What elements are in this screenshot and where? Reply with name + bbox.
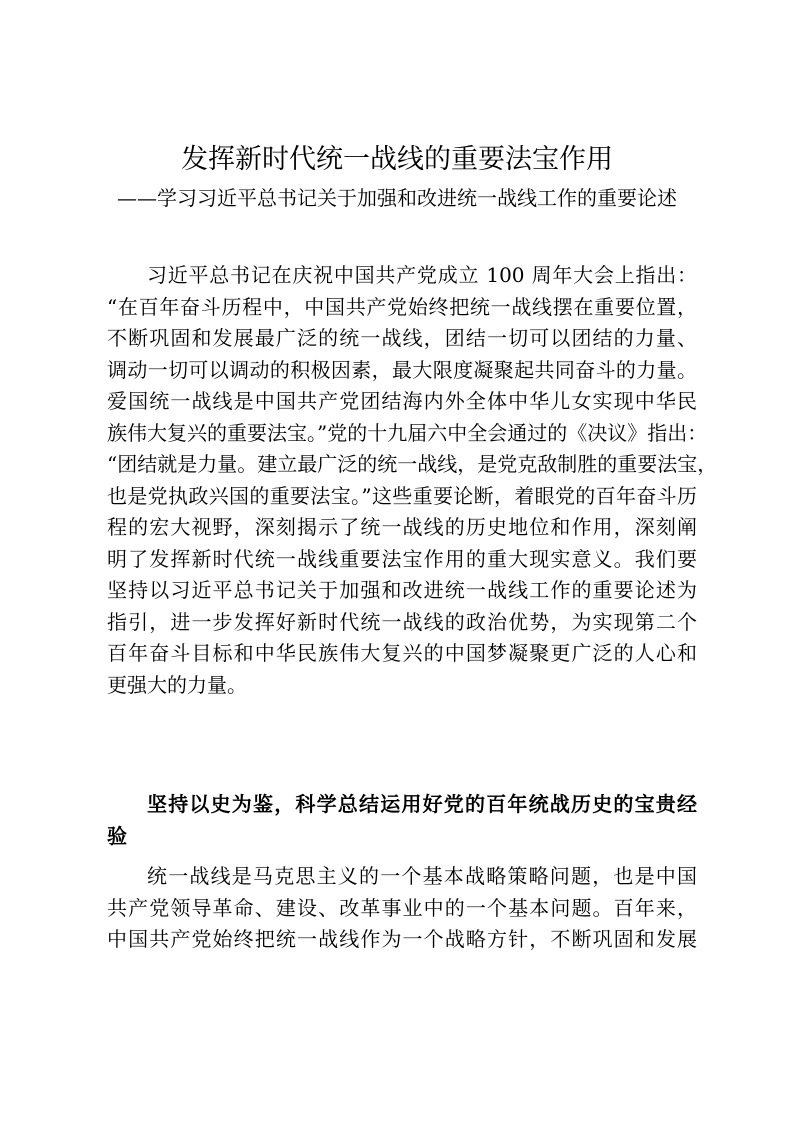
paragraph-line: 统一战线是马克思主义的一个基本战略策略问题，也是中国 xyxy=(147,864,697,888)
paragraph-line: 百年奋斗目标和中华民族伟大复兴的中国梦凝聚更广泛的人心和 xyxy=(107,641,697,665)
paragraph-line: 调动一切可以调动的积极因素，最大限度凝聚起共同奋斗的力量。 xyxy=(107,357,697,382)
section-heading-line: 坚持以史为鉴，科学总结运用好党的百年统战历史的宝贵经 xyxy=(147,792,697,816)
paragraph-line: 指引，进一步发挥好新时代统一战线的政治优势，为实现第二个 xyxy=(107,609,697,634)
paragraph-line: 也是党执政兴国的重要法宝。”这些重要论断，着眼党的百年奋斗历 xyxy=(107,483,697,508)
paragraph-line: “团结就是力量。建立最广泛的统一战线，是党克敌制胜的重要法宝， xyxy=(107,452,718,476)
paragraph-line: 程的宏大视野，深刻揭示了统一战线的历史地位和作用，深刻阐 xyxy=(107,515,697,539)
paragraph-line: 共产党领导革命、建设、改革事业中的一个基本问题。百年来， xyxy=(107,895,697,920)
paragraph-intro xyxy=(107,260,718,701)
paragraph-united-front xyxy=(107,861,697,956)
paragraph-line: 习近平总书记在庆祝中国共产党成立 100 周年大会上指出： xyxy=(147,263,697,287)
paragraph-line: “在百年奋斗历程中，中国共产党始终把统一战线摆在重要位置， xyxy=(107,294,697,319)
document-title: 发挥新时代统一战线的重要法宝作用 xyxy=(181,144,613,175)
paragraph-line: 族伟大复兴的重要法宝。”党的十九届六中全会通过的《决议》指出： xyxy=(107,420,708,445)
section-heading xyxy=(107,789,697,852)
paragraph-line: 明了发挥新时代统一战线重要法宝作用的重大现实意义。我们要 xyxy=(107,546,697,571)
document-subtitle: ——学习习近平总书记关于加强和改进统一战线工作的重要论述 xyxy=(117,186,677,210)
paragraph-line: 不断巩固和发展最广泛的统一战线，团结一切可以团结的力量、 xyxy=(107,326,697,350)
paragraph-line: 坚持以习近平总书记关于加强和改进统一战线工作的重要论述为 xyxy=(107,578,697,602)
paragraph-line: 爱国统一战线是中国共产党团结海内外全体中华儿女实现中华民 xyxy=(107,389,697,413)
section-heading-line: 验 xyxy=(107,823,127,848)
paragraph-line: 中国共产党始终把统一战线作为一个战略方针，不断巩固和发展 xyxy=(107,927,697,951)
paragraph-line: 更强大的力量。 xyxy=(107,672,247,697)
